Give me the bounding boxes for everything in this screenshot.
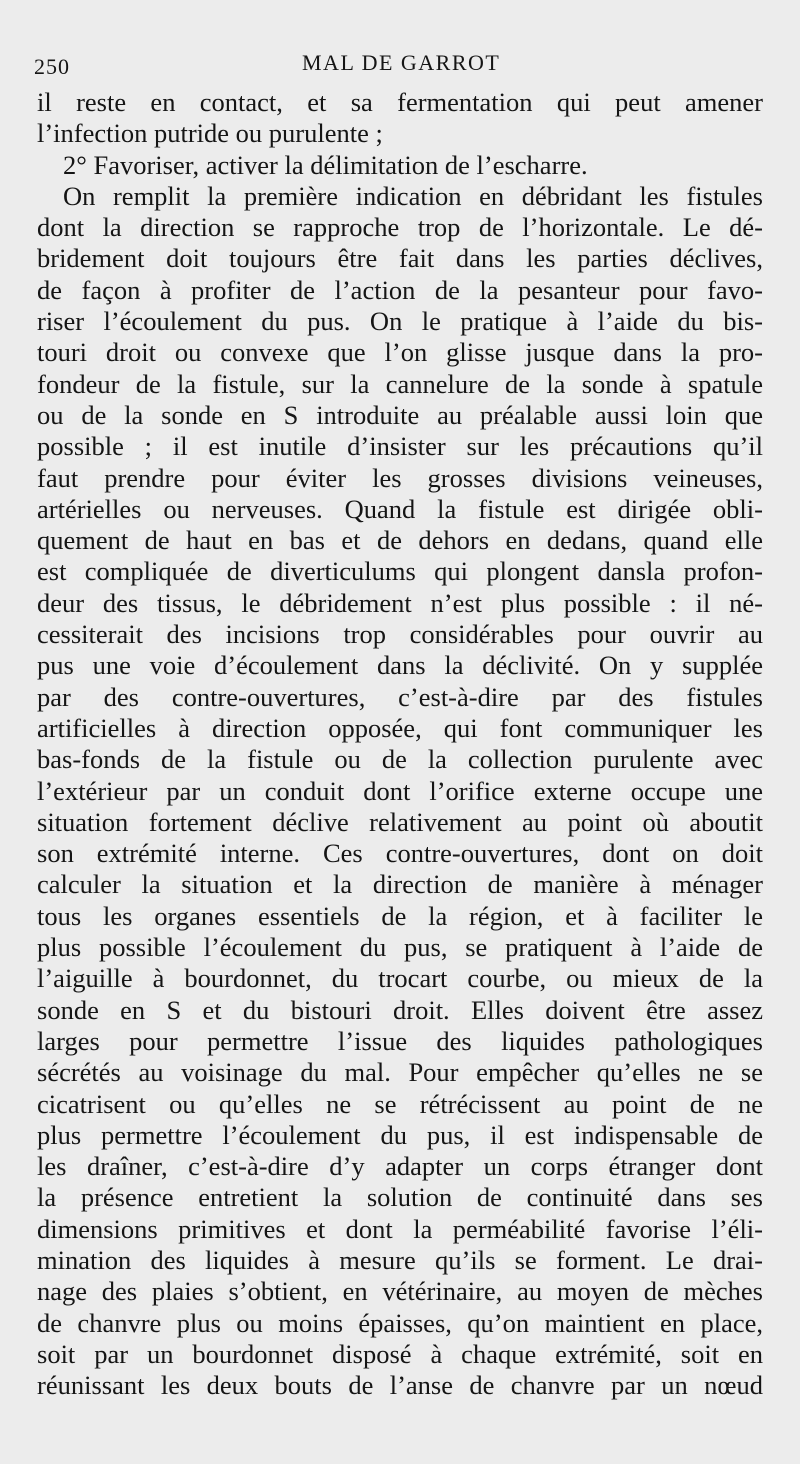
text-line: de façon à profiter de l’action de la pesanteur pour favo- (37, 274, 763, 305)
text-line: situation fortement déclive relativement au point où aboutit (37, 806, 763, 837)
text-line: fondeur de la fistule, sur la cannelure de la sonde à spatule (37, 368, 763, 399)
running-title: MAL DE GARROT (302, 50, 501, 75)
text-line: les draîner, c’est-à-dire d’y adapter un corps étranger dont (37, 1151, 763, 1182)
text-line: cicatrisent ou qu’elles ne se rétrécissent au point de ne (37, 1088, 763, 1119)
text-line: l’extérieur par un conduit dont l’orifice externe occupe une (37, 775, 763, 806)
text-line: On remplit la première indication en débridant les fistules (63, 180, 763, 211)
text-line: 2° Favoriser, activer la délimitation de l’escharre. (63, 149, 588, 180)
text-line: riser l’écoulement du pus. On le pratique à l’aide du bis- (37, 306, 763, 337)
text-line: calculer la situation et la direction de manière à ménager (37, 869, 763, 900)
text-line: ou de la sonde en S introduite au préalable aussi loin que (37, 399, 763, 430)
text-line: quement de haut en bas et de dehors en dedans, quand elle (37, 525, 763, 556)
text-line: soit par un bourdonnet disposé à chaque extrémité, soit en (37, 1338, 763, 1369)
text-line: est compliquée de diverticulums qui plongent dansla profon- (37, 556, 763, 587)
text-line: plus possible l’écoulement du pus, se pratiquent à l’aide de (37, 932, 763, 963)
text-line: dimensions primitives et dont la perméabilité favorise l’éli- (37, 1213, 763, 1244)
text-line: l’infection putride ou purulente ; (37, 118, 383, 149)
text-line: mination des liquides à mesure qu’ils se forment. Le drai- (37, 1244, 763, 1275)
text-line: plus permettre l’écoulement du pus, il est indispensable de (37, 1119, 763, 1150)
text-line: sonde en S et du bistouri droit. Elles doivent être assez (37, 994, 763, 1025)
text-line: artérielles ou nerveuses. Quand la fistule est dirigée obli- (37, 493, 763, 524)
text-line: tous les organes essentiels de la région, et à faciliter le (37, 900, 763, 931)
text-line: bridement doit toujours être fait dans les parties déclives, (37, 243, 763, 274)
text-line: son extrémité interne. Ces contre-ouvertures, dont on doit (37, 838, 763, 869)
text-line: touri droit ou convexe que l’on glisse jusque dans la pro- (37, 337, 763, 368)
text-line: par des contre-ouvertures, c’est-à-dire par des fistules (37, 681, 763, 712)
text-line: possible ; il est inutile d’insister sur les précautions qu’il (37, 431, 763, 462)
text-line: la présence entretient la solution de continuité dans ses (37, 1182, 763, 1213)
text-line: de chanvre plus ou moins épaisses, qu’on maintient en place, (37, 1307, 763, 1338)
text-line: pus une voie d’écoulement dans la déclivité. On y supplée (37, 650, 763, 681)
body-text (37, 87, 763, 1401)
text-line: artificielles à direction opposée, qui font communiquer les (37, 712, 763, 743)
page-number: 250 (34, 54, 70, 79)
text-line: l’aiguille à bourdonnet, du trocart courbe, ou mieux de la (37, 963, 763, 994)
text-line: bas-fonds de la fistule ou de la collection purulente avec (37, 744, 763, 775)
text-line: larges pour permettre l’issue des liquides pathologiques (37, 1025, 763, 1056)
page-header (34, 48, 764, 84)
text-line: réunissant les deux bouts de l’anse de chanvre par un nœud (37, 1370, 763, 1401)
text-line: deur des tissus, le débridement n’est plus possible : il né- (37, 587, 763, 618)
text-line: cessiterait des incisions trop considérables pour ouvrir au (37, 619, 763, 650)
text-line: dont la direction se rapproche trop de l’horizontale. Le dé- (37, 212, 763, 243)
text-line: nage des plaies s’obtient, en vétérinaire, au moyen de mèches (37, 1276, 763, 1307)
text-line: il reste en contact, et sa fermentation qui peut amener (37, 87, 763, 117)
text-line: sécrétés au voisinage du mal. Pour empêcher qu’elles ne se (37, 1057, 763, 1088)
text-line: faut prendre pour éviter les grosses divisions veineuses, (37, 462, 763, 493)
